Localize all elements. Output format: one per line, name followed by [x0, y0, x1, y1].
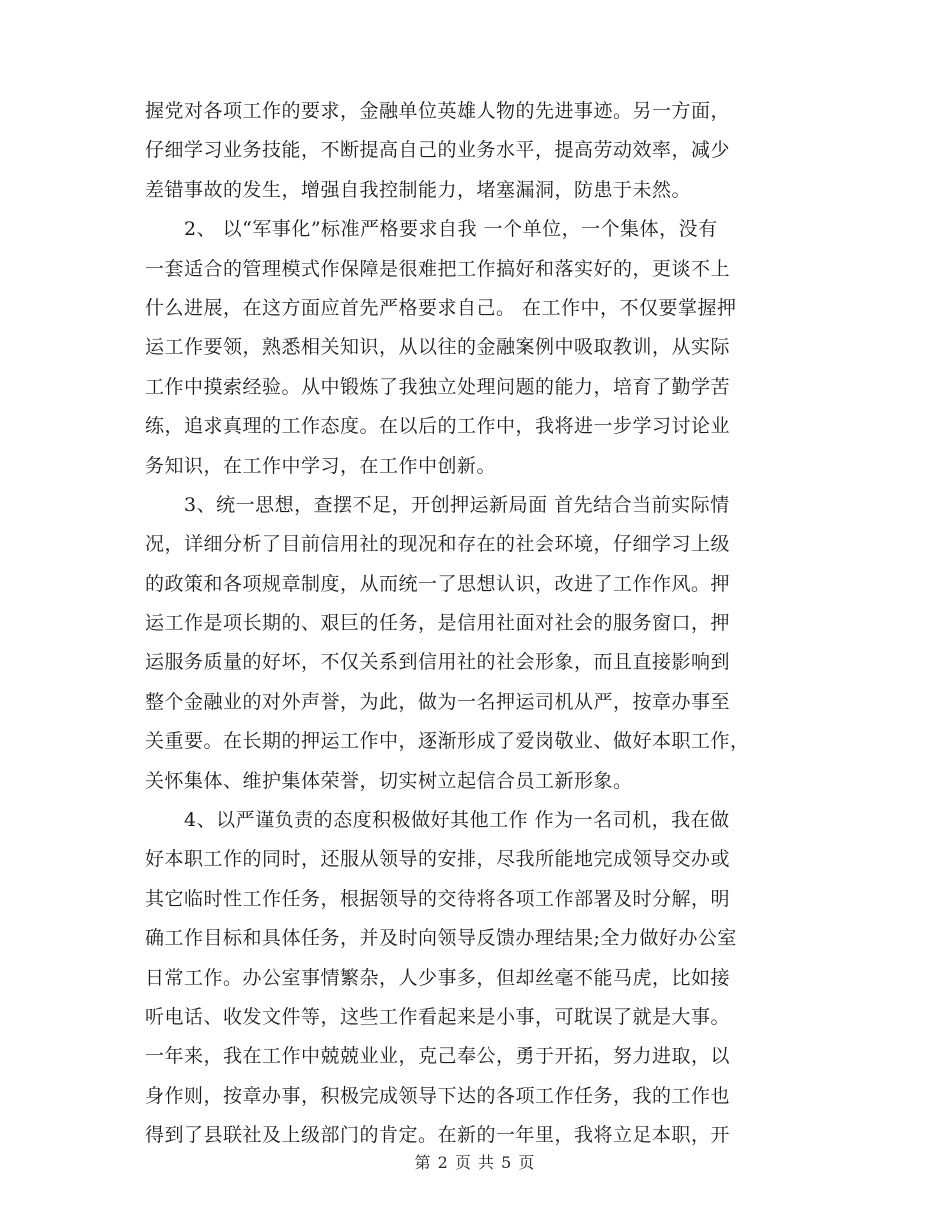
text-line: 况，详细分析了目前信用社的现况和存在的社会环境，仔细学习上级: [145, 533, 731, 556]
text-line: 关怀集体、维护集体荣誉，切实树立起信合员工新形象。: [145, 769, 633, 792]
page-number-footer: 第 2 页 共 5 页: [414, 1153, 536, 1172]
text-line: 整个金融业的对外声誉，为此，做为一名押运司机从严，按章办事至: [145, 690, 731, 713]
text-line: 得到了县联社及上级部门的肯定。在新的一年里，我将立足本职，开: [145, 1124, 731, 1147]
text-line: 练，追求真理的工作态度。在以后的工作中，我将进一步学习讨论业: [145, 415, 731, 438]
text-line: 一套适合的管理模式作保障是很难把工作搞好和落实好的，更谈不上: [145, 257, 731, 280]
text-line: 4、以严谨负责的态度积极做好其他工作 作为一名司机，我在做: [145, 809, 730, 832]
body-text: [145, 92, 805, 1156]
text-line: 2、 以“军事化”标准严格要求自我 一个单位，一个集体，没有: [145, 218, 718, 241]
text-line: 的政策和各项规章制度，从而统一了思想认识，改进了工作作风。押: [145, 572, 731, 595]
text-line: 工作中摸索经验。从中锻炼了我独立处理问题的能力，培育了勤学苦: [145, 375, 731, 398]
text-line: 一年来，我在工作中兢兢业业，克己奉公，勇于开拓，努力进取，以: [145, 1045, 731, 1068]
text-line: 好本职工作的同时，还服从领导的安排，尽我所能地完成领导交办或: [145, 848, 731, 871]
text-line: 确工作目标和具体任务，并及时向领导反馈办理结果;全力做好办公室: [145, 927, 737, 950]
text-line: 握党对各项工作的要求，金融单位英雄人物的先进事迹。另一方面，: [145, 100, 731, 122]
text-line: 什么进展，在这方面应首先严格要求自己。 在工作中，不仅要掌握押: [145, 296, 737, 319]
text-line: 听电话、收发文件等，这些工作看起来是小事，可耽误了就是大事。: [145, 1005, 731, 1028]
text-line: 仔细学习业务技能，不断提高自己的业务水平，提高劳动效率，减少: [145, 139, 731, 162]
text-line: 关重要。在长期的押运工作中，逐渐形成了爱岗敬业、做好本职工作，: [145, 730, 750, 753]
text-line: 3、统一思想，查摆不足，开创押运新局面 首先结合当前实际情: [145, 493, 730, 516]
text-line: 日常工作。办公室事情繁杂，人少事多，但却丝毫不能马虎，比如接: [145, 966, 731, 989]
text-line: 差错事故的发生，增强自我控制能力，堵塞漏洞，防患于未然。: [145, 178, 692, 201]
text-line: 运工作是项长期的、艰巨的任务，是信用社面对社会的服务窗口，押: [145, 612, 731, 635]
text-line: 务知识，在工作中学习，在工作中创新。: [145, 454, 497, 477]
text-line: 其它临时性工作任务，根据领导的交待将各项工作部署及时分解，明: [145, 887, 731, 910]
text-line: 身作则，按章办事，积极完成领导下达的各项工作任务，我的工作也: [145, 1084, 731, 1107]
text-line: 运工作要领，熟悉相关知识，从以往的金融案例中吸取教训，从实际: [145, 336, 731, 359]
text-line: 运服务质量的好坏，不仅关系到信用社的社会形象，而且直接影响到: [145, 651, 731, 674]
